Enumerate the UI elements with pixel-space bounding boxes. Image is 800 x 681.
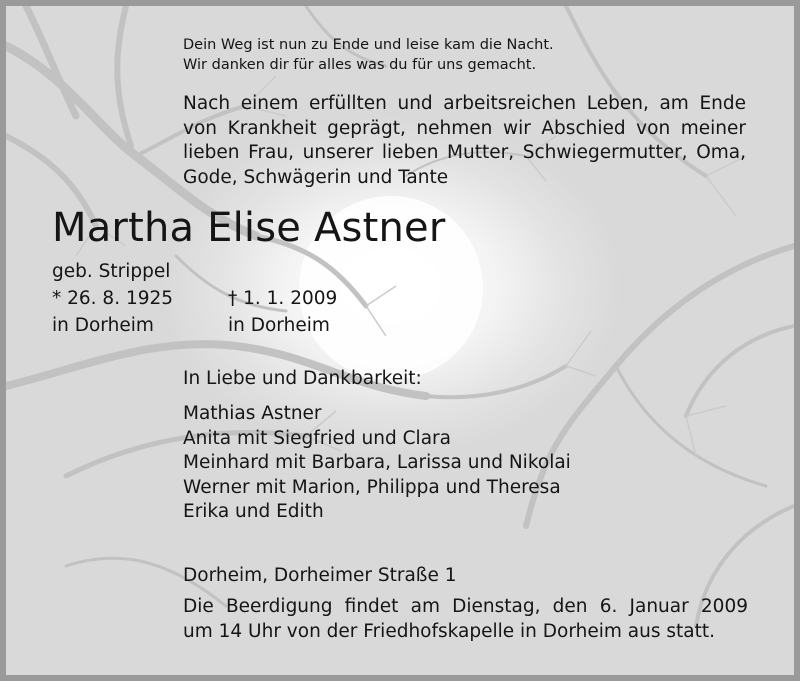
funeral-line: Die Beerdigung findet am Dienstag, den 6. Januar 2009 <box>183 596 748 617</box>
birth-place: in Dorheim <box>52 315 154 336</box>
mourner-name: Mathias Astner <box>183 403 322 424</box>
intro-line: von Krankheit geprägt, nehmen wir Abschied von meiner <box>183 117 746 139</box>
mourner-name: Meinhard mit Barbara, Larissa und Nikolai <box>183 452 571 473</box>
death-place: in Dorheim <box>228 315 330 336</box>
mourner-name: Anita mit Siegfried und Clara <box>183 427 451 449</box>
birth-name: geb. Strippel <box>52 261 171 282</box>
intro-line: lieben Frau, unserer lieben Mutter, Schwiegermutter, Oma, <box>183 142 746 163</box>
mourner-name: Werner mit Marion, Philippa und Theresa <box>183 476 561 498</box>
mourners-list <box>183 402 571 525</box>
poem-line: Wir danken dir für alles was du für uns gemacht. <box>183 57 537 73</box>
poem <box>183 35 554 75</box>
mourner-name: Erika und Edith <box>183 501 324 522</box>
notice-panel <box>6 6 794 675</box>
intro-line: Nach einem erfüllten und arbeitsreichen Leben, am Ende <box>183 93 746 114</box>
address: Dorheim, Dorheimer Straße 1 <box>183 565 457 586</box>
funeral-line: um 14 Uhr von der Friedhofskapelle in Dorheim aus statt. <box>183 620 715 642</box>
birth-date: * 26. 8. 1925 <box>52 288 174 309</box>
deceased-name: Martha Elise Astner <box>52 205 446 251</box>
intro-line: Gode, Schwägerin und Tante <box>183 166 449 188</box>
death-date: † 1. 1. 2009 <box>228 288 338 309</box>
funeral-info <box>183 595 748 644</box>
poem-line: Dein Weg ist nun zu Ende und leise kam die Nacht. <box>183 37 554 53</box>
mourners-heading: In Liebe und Dankbarkeit: <box>183 368 422 389</box>
intro-paragraph <box>183 92 746 190</box>
